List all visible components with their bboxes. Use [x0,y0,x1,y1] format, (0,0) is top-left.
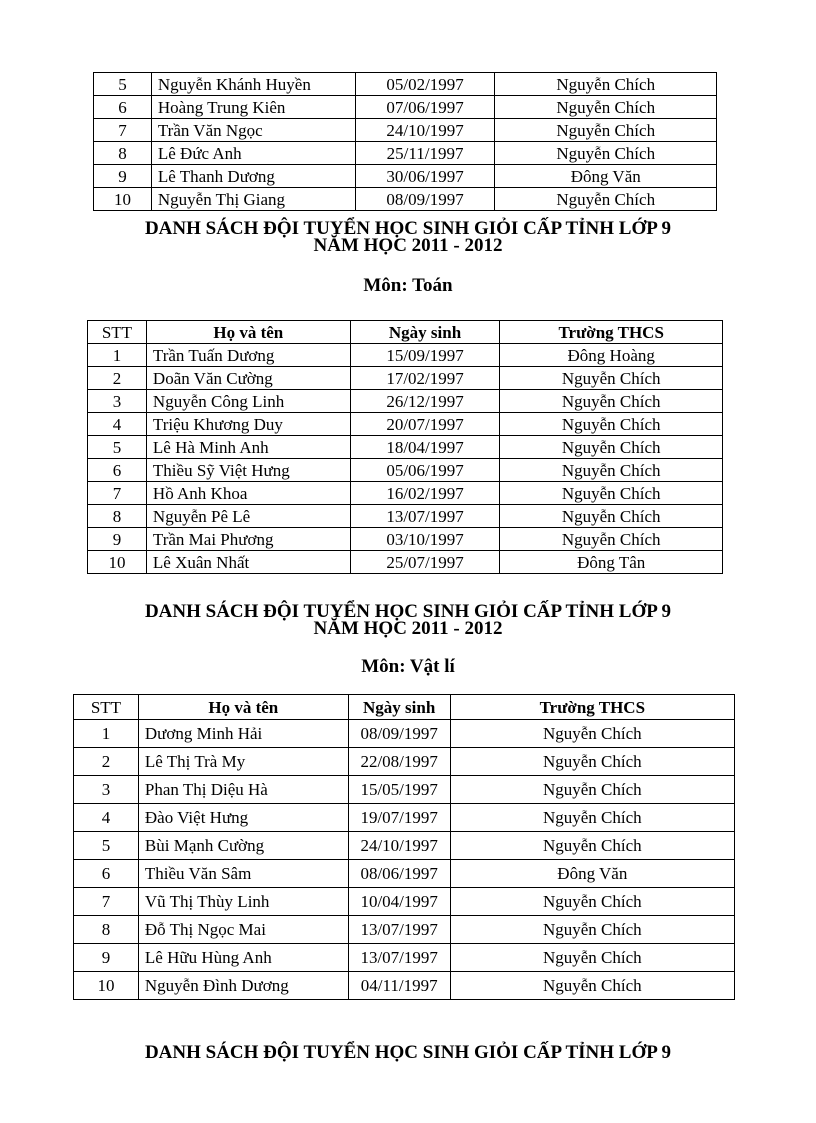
cell-name: Đào Việt Hưng [138,804,348,832]
cell-name: Lê Xuân Nhất [146,551,350,574]
table-row [94,142,717,165]
cell-name: Bùi Mạnh Cường [138,832,348,860]
cell-stt: 3 [74,776,139,804]
table-row [74,748,735,776]
section-title-math [0,220,816,254]
cell-stt: 5 [74,832,139,860]
cell-school: Nguyễn Chích [450,720,734,748]
cell-school: Nguyễn Chích [450,832,734,860]
cell-stt: 10 [74,972,139,1000]
table-row [94,165,717,188]
cell-name: Trần Mai Phương [146,528,350,551]
cell-dob: 08/09/1997 [348,720,450,748]
header-name: Họ và tên [146,321,350,344]
cell-dob: 25/11/1997 [355,142,495,165]
cell-name: Phan Thị Diệu Hà [138,776,348,804]
table-row [74,720,735,748]
table-header-row [88,321,723,344]
table-row [88,367,723,390]
title-line-1: DANH SÁCH ĐỘI TUYỂN HỌC SINH GIỎI CẤP TỈNH LỚP 9 [144,218,672,239]
title-line-1: DANH SÁCH ĐỘI TUYỂN HỌC SINH GIỎI CẤP TỈNH LỚP 9 [144,601,672,622]
header-school: Trường THCS [450,695,734,720]
cell-name: Lê Thị Trà My [138,748,348,776]
table-row [94,119,717,142]
physics-team-table [73,694,735,1000]
cell-stt: 9 [74,944,139,972]
cell-stt: 8 [74,916,139,944]
cell-stt: 4 [88,413,147,436]
header-stt: STT [74,695,139,720]
cell-dob: 08/09/1997 [355,188,495,211]
cell-name: Nguyễn Khánh Huyền [151,73,355,96]
title-line-2: NĂM HỌC 2011 - 2012 [313,618,503,639]
cell-school: Nguyễn Chích [495,73,717,96]
cell-dob: 16/02/1997 [350,482,500,505]
table-row [88,505,723,528]
title-line-1: DANH SÁCH ĐỘI TUYỂN HỌC SINH GIỎI CẤP TỈNH LỚP 9 [144,1042,672,1063]
subject-physics: Môn: Vật lí [361,656,455,677]
cell-school: Nguyễn Chích [450,916,734,944]
cell-name: Triệu Khương Duy [146,413,350,436]
cell-school: Nguyễn Chích [500,505,723,528]
cell-stt: 6 [74,860,139,888]
cell-name: Vũ Thị Thùy Linh [138,888,348,916]
cell-school: Nguyễn Chích [500,436,723,459]
cell-name: Thiều Sỹ Việt Hưng [146,459,350,482]
cell-stt: 1 [74,720,139,748]
header-dob: Ngày sinh [350,321,500,344]
continuation-table [93,72,717,211]
cell-stt: 6 [88,459,147,482]
cell-school: Nguyễn Chích [495,119,717,142]
cell-name: Lê Hà Minh Anh [146,436,350,459]
cell-school: Nguyễn Chích [500,390,723,413]
cell-school: Đông Tân [500,551,723,574]
cell-dob: 10/04/1997 [348,888,450,916]
cell-stt: 6 [94,96,152,119]
table-row [88,459,723,482]
cell-name: Dương Minh Hải [138,720,348,748]
cell-stt: 5 [94,73,152,96]
table-row [94,96,717,119]
cell-stt: 8 [94,142,152,165]
cell-dob: 24/10/1997 [348,832,450,860]
title-line-2: NĂM HỌC 2011 - 2012 [313,235,503,256]
header-dob: Ngày sinh [348,695,450,720]
cell-stt: 4 [74,804,139,832]
table-row [74,972,735,1000]
cell-school: Nguyễn Chích [450,804,734,832]
table-row [74,916,735,944]
cell-dob: 05/06/1997 [350,459,500,482]
cell-stt: 7 [94,119,152,142]
cell-name: Nguyễn Thị Giang [151,188,355,211]
table-row [74,832,735,860]
table-row [88,482,723,505]
header-name: Họ và tên [138,695,348,720]
cell-school: Nguyễn Chích [450,888,734,916]
cell-name: Trần Văn Ngọc [151,119,355,142]
section-title-next [0,1044,816,1061]
table-row [74,888,735,916]
cell-stt: 3 [88,390,147,413]
cell-school: Đông Văn [450,860,734,888]
cell-school: Nguyễn Chích [500,367,723,390]
table-header-row [74,695,735,720]
table-row [88,344,723,367]
cell-school: Nguyễn Chích [500,482,723,505]
table-row [88,551,723,574]
cell-name: Lê Đức Anh [151,142,355,165]
table-row [74,944,735,972]
cell-school: Nguyễn Chích [495,188,717,211]
table-row [94,73,717,96]
cell-name: Trần Tuấn Dương [146,344,350,367]
table-row [88,436,723,459]
cell-dob: 25/07/1997 [350,551,500,574]
cell-school: Nguyễn Chích [450,972,734,1000]
cell-school: Nguyễn Chích [500,528,723,551]
cell-stt: 7 [88,482,147,505]
cell-name: Nguyễn Đình Dương [138,972,348,1000]
header-school: Trường THCS [500,321,723,344]
cell-stt: 5 [88,436,147,459]
cell-school: Đông Văn [495,165,717,188]
cell-dob: 17/02/1997 [350,367,500,390]
cell-stt: 2 [88,367,147,390]
cell-name: Hoàng Trung Kiên [151,96,355,119]
table-row [88,390,723,413]
cell-name: Thiều Văn Sâm [138,860,348,888]
cell-name: Hồ Anh Khoa [146,482,350,505]
header-stt: STT [88,321,147,344]
cell-school: Nguyễn Chích [450,944,734,972]
cell-dob: 07/06/1997 [355,96,495,119]
cell-dob: 08/06/1997 [348,860,450,888]
cell-school: Nguyễn Chích [450,776,734,804]
cell-dob: 20/07/1997 [350,413,500,436]
cell-dob: 26/12/1997 [350,390,500,413]
table-row [94,188,717,211]
cell-stt: 9 [88,528,147,551]
cell-name: Đỗ Thị Ngọc Mai [138,916,348,944]
cell-dob: 13/07/1997 [348,916,450,944]
table-row [74,804,735,832]
cell-dob: 04/11/1997 [348,972,450,1000]
table-row [74,860,735,888]
cell-stt: 2 [74,748,139,776]
cell-dob: 15/05/1997 [348,776,450,804]
cell-dob: 03/10/1997 [350,528,500,551]
cell-dob: 13/07/1997 [350,505,500,528]
cell-name: Nguyễn Công Linh [146,390,350,413]
cell-dob: 18/04/1997 [350,436,500,459]
cell-dob: 30/06/1997 [355,165,495,188]
cell-name: Lê Hữu Hùng Anh [138,944,348,972]
cell-stt: 7 [74,888,139,916]
cell-school: Nguyễn Chích [450,748,734,776]
cell-dob: 15/09/1997 [350,344,500,367]
cell-stt: 10 [88,551,147,574]
table-row [88,528,723,551]
cell-name: Lê Thanh Dương [151,165,355,188]
cell-dob: 13/07/1997 [348,944,450,972]
cell-school: Nguyễn Chích [495,142,717,165]
cell-stt: 1 [88,344,147,367]
cell-name: Doãn Văn Cường [146,367,350,390]
subject-math: Môn: Toán [363,275,453,296]
cell-stt: 8 [88,505,147,528]
cell-dob: 22/08/1997 [348,748,450,776]
table-row [88,413,723,436]
cell-school: Đông Hoàng [500,344,723,367]
cell-dob: 05/02/1997 [355,73,495,96]
table-row [74,776,735,804]
cell-school: Nguyễn Chích [495,96,717,119]
cell-school: Nguyễn Chích [500,413,723,436]
cell-stt: 9 [94,165,152,188]
cell-stt: 10 [94,188,152,211]
cell-dob: 24/10/1997 [355,119,495,142]
cell-dob: 19/07/1997 [348,804,450,832]
cell-school: Nguyễn Chích [500,459,723,482]
section-title-physics [0,603,816,637]
math-team-table [87,320,723,574]
cell-name: Nguyễn Pê Lê [146,505,350,528]
